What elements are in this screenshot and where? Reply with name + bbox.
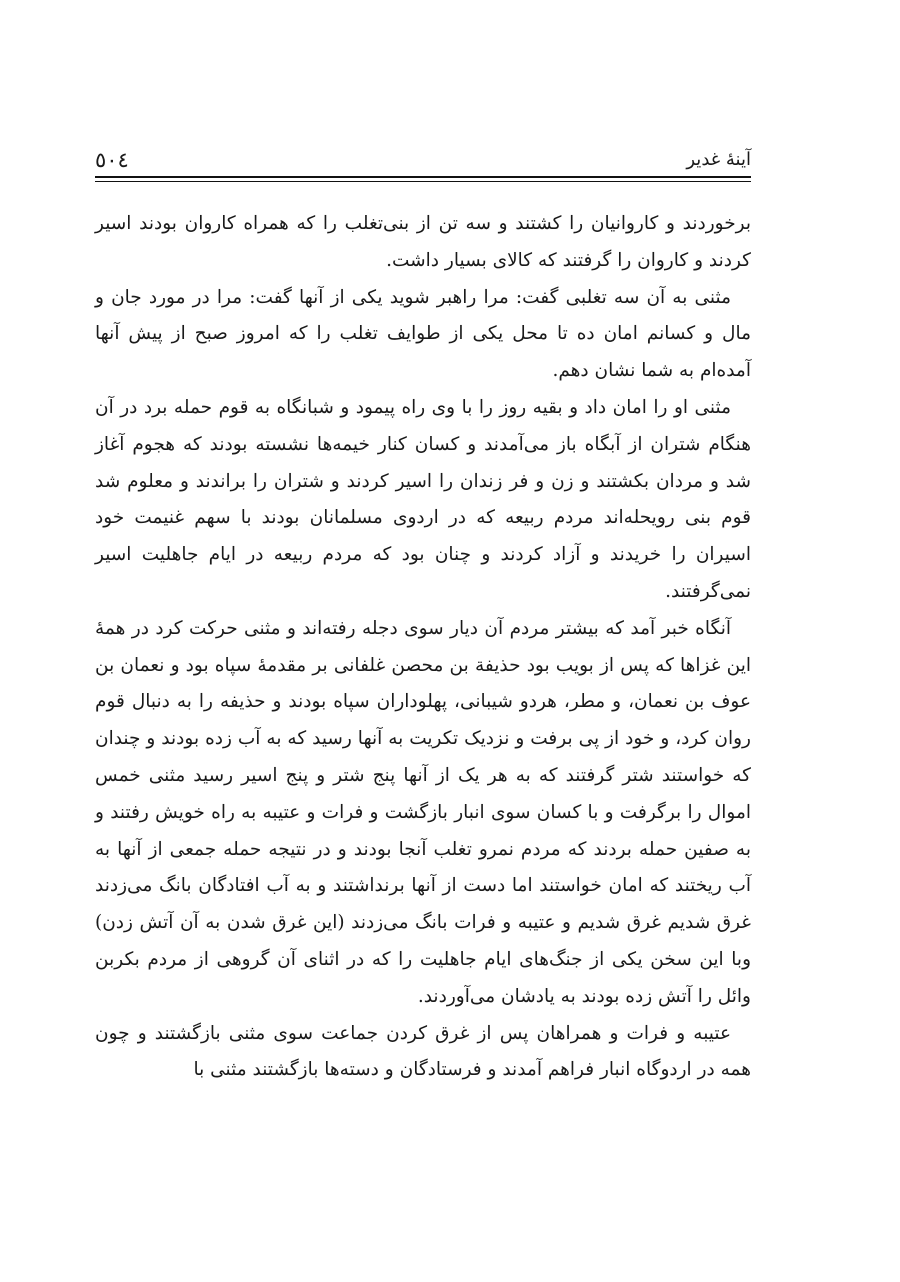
paragraph: مثنی او را امان داد و بقیه روز را با وی راه پیمود و شبانگاه به قوم حمله برد در آن هنگام شتران از آبگاه باز می‌آمدند و کسان کنار خیمه‌ها نشسته بودند که هجوم آغاز شد و مردان بکشتند و زن و فر زندان را اسیر کردند و شتران را براندند و معلوم شد قوم بنی رویحله‌اند مردم ربیعه که در اردوی مسلمانان بودند با سهم غنیمت خود اسیران را خریدند و آزاد کردند و چنان بود که مردم ربیعه در ایام جاهلیت اسیر نمی‌گرفتند. xyxy=(95,396,751,602)
paragraph: عتیبه و فرات و همراهان پس از غرق کردن جماعت سوی مثنی بازگشتند و چون همه در اردوگاه انبار فراهم آمدند و فرستادگان و دسته‌ها بازگشتند مثنی با xyxy=(95,1022,751,1081)
paragraph: برخوردند و کاروانیان را کشتند و سه تن از بنی‌تغلب را که همراه کاروان بودند اسیر کردند و کاروان را گرفتند که کالای بسیار داشت. xyxy=(95,213,751,271)
page-number: ٥٠٤ xyxy=(95,148,129,172)
body-text xyxy=(95,206,751,1089)
paragraph: آنگاه خبر آمد که بیشتر مردم آن دیار سوی دجله رفته‌اند و مثنی حرکت کرد در همهٔ این غزاها که پس از بویب بود حذیفة بن محصن غلفانی بر مقدمهٔ سپاه بود و نعمان بن عوف بن نعمان، و مطر، هردو شیبانی، پهلوداران سپاه بودند و حذیفه را به دنبال قوم روان کرد، و خود از پی برفت و نزدیک تکریت به آنها رسید که به آب زده بودند و چندان که خواستند شتر گرفتند که به هر یک از آنها پنج شتر و پنج اسیر رسید مثنی خمس اموال را برگرفت و با کسان سوی انبار بازگشت و فرات و عتیبه به راه خویش رفتند و به صفین حمله بردند که مردم نمرو تغلب آنجا بودند و در نتیجه حمله جمعی از آنها به آب ریختند که امان خواستند اما دست از آنها برنداشتند و به آب افتادگان بانگ می‌زدند غرق شدیم غرق شدیم و عتیبه و فرات بانگ می‌زدند (این غرق شدن به آن آتش زدن) وبا این سخن یکی از جنگ‌های ایام جاهلیت را که در اثنای آن گروهی از مردم بکربن وائل را آتش زده بودند به یادشان می‌آوردند. xyxy=(95,617,751,1007)
header-rule-thin xyxy=(95,181,751,182)
paragraph: مثنی به آن سه تغلبی گفت: مرا راهبر شوید یکی از آنها گفت: مرا در مورد جان و مال و کسانم امان ده تا محل یکی از طوایف تغلب را که امروز صبح از پیش آنها آمده‌ام به شما نشان دهم. xyxy=(95,286,751,382)
running-title: آینهٔ غدیر xyxy=(686,149,751,170)
header-rule-thick xyxy=(95,176,751,178)
